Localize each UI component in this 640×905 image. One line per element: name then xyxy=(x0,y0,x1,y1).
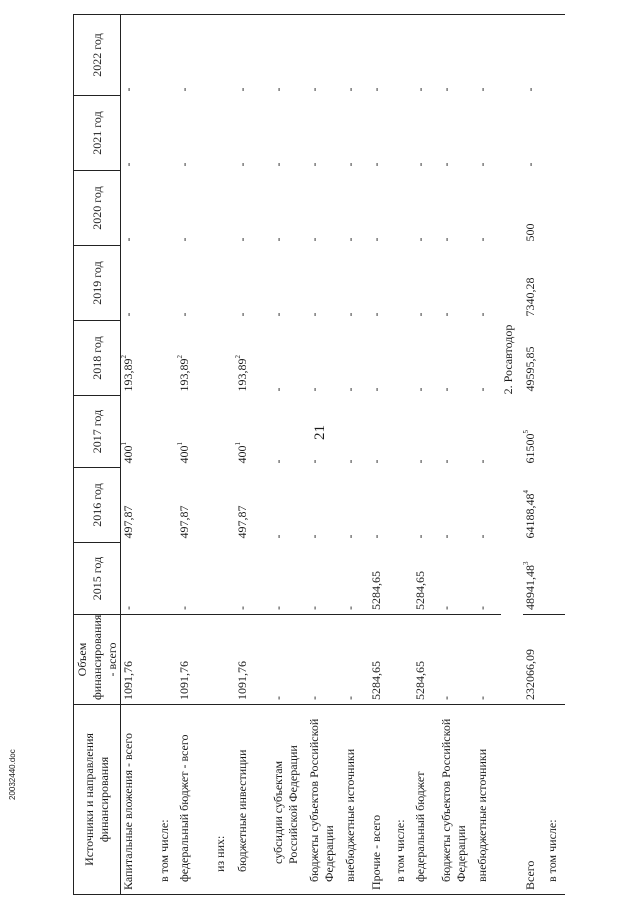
table-cell xyxy=(413,246,439,321)
page-number: 21 xyxy=(312,425,328,440)
table-cell xyxy=(369,543,393,615)
footnote-marker: 2 xyxy=(175,355,184,359)
table-cell xyxy=(177,615,213,705)
table-cell xyxy=(177,246,213,321)
table-cell xyxy=(235,15,271,96)
table-cell xyxy=(369,615,393,705)
table-cell xyxy=(545,321,565,396)
table-row xyxy=(475,15,501,895)
cell-value: - xyxy=(438,606,453,610)
cell-value: 1091,76 xyxy=(176,661,191,700)
table-cell xyxy=(157,321,177,396)
table-cell xyxy=(545,15,565,96)
cell-value: 400 xyxy=(176,445,191,464)
rotated-table-container xyxy=(73,15,573,895)
table-cell xyxy=(393,96,413,171)
cell-value: - xyxy=(342,606,357,610)
table-cell xyxy=(177,468,213,543)
cell-value: - xyxy=(234,237,249,242)
table-cell xyxy=(393,615,413,705)
cell-value: - xyxy=(306,387,321,392)
table-cell xyxy=(393,543,413,615)
table-cell xyxy=(545,615,565,705)
table-cell xyxy=(177,321,213,396)
row-label: в том числе: xyxy=(157,705,177,895)
cell-value: - xyxy=(121,162,135,167)
table-cell xyxy=(213,96,235,171)
table-cell xyxy=(369,468,393,543)
cell-value: 7340,28 xyxy=(522,277,537,317)
cell-value: - xyxy=(412,312,427,317)
footnote-marker: 1 xyxy=(120,442,128,446)
cell-value: - xyxy=(368,534,383,539)
table-cell xyxy=(393,15,413,96)
column-header: 2020 год xyxy=(74,171,121,246)
table-row xyxy=(121,15,157,895)
table-cell xyxy=(235,468,271,543)
cell-value: - xyxy=(306,312,321,317)
table-cell xyxy=(369,15,393,96)
cell-value: 497,87 xyxy=(176,505,191,539)
table-row xyxy=(271,15,307,895)
table-cell xyxy=(343,96,369,171)
table-cell xyxy=(121,468,157,543)
table-cell xyxy=(235,96,271,171)
table-cell xyxy=(271,171,307,246)
column-header: 2018 год xyxy=(74,321,121,396)
row-label: Прочие - всего xyxy=(369,705,393,895)
table-row xyxy=(177,15,213,895)
row-label: субсидии субъектам Российской Федерации xyxy=(271,705,307,895)
table-cell xyxy=(271,396,307,468)
table-cell xyxy=(439,15,475,96)
row-label: из них: xyxy=(213,705,235,895)
file-reference: 20032440.doc xyxy=(8,749,17,800)
cell-value: - xyxy=(412,87,427,92)
row-label: федеральный бюджет xyxy=(413,705,439,895)
table-cell xyxy=(343,468,369,543)
cell-value: - xyxy=(306,237,321,242)
table-cell xyxy=(157,468,177,543)
cell-value: 5284,65 xyxy=(412,661,427,700)
cell-value: - xyxy=(474,696,489,700)
table-cell xyxy=(523,15,545,96)
cell-value: - xyxy=(522,162,537,167)
table-row xyxy=(369,15,393,895)
table-row xyxy=(343,15,369,895)
table-cell xyxy=(393,246,413,321)
table-cell xyxy=(157,15,177,96)
table-cell xyxy=(177,543,213,615)
cell-value: 5284,65 xyxy=(368,661,383,700)
cell-value: - xyxy=(121,312,135,317)
cell-value: - xyxy=(270,459,285,464)
cell-value: - xyxy=(474,162,489,167)
cell-value: 232066,09 xyxy=(522,649,537,700)
row-label: Капитальные вложения - всего xyxy=(121,705,157,895)
table-cell xyxy=(523,615,545,705)
cell-value: - xyxy=(306,459,321,464)
table-cell xyxy=(121,543,157,615)
column-header: 2017 год xyxy=(74,396,121,468)
table-cell xyxy=(475,15,501,96)
table-cell xyxy=(501,705,523,895)
financing-table xyxy=(73,14,565,895)
table-cell xyxy=(369,96,393,171)
table-cell xyxy=(545,96,565,171)
footnote-marker: 4 xyxy=(521,490,530,494)
table-cell xyxy=(545,468,565,543)
cell-value: - xyxy=(474,387,489,392)
table-cell xyxy=(213,246,235,321)
table-cell xyxy=(121,246,157,321)
cell-value: - xyxy=(270,606,285,610)
cell-value: - xyxy=(234,606,249,610)
cell-value: - xyxy=(368,387,383,392)
cell-value: - xyxy=(368,162,383,167)
cell-value: - xyxy=(342,237,357,242)
table-cell xyxy=(121,171,157,246)
table-cell xyxy=(343,246,369,321)
cell-value: - xyxy=(270,312,285,317)
table-cell xyxy=(271,468,307,543)
table-cell xyxy=(213,15,235,96)
cell-value: - xyxy=(176,312,191,317)
table-cell xyxy=(545,543,565,615)
table-cell xyxy=(307,15,343,96)
cell-value: - xyxy=(412,237,427,242)
cell-value: - xyxy=(342,534,357,539)
footnote-marker: 1 xyxy=(175,442,184,446)
table-cell xyxy=(177,15,213,96)
row-label: Всего xyxy=(523,705,545,895)
cell-value: - xyxy=(342,459,357,464)
table-cell xyxy=(369,396,393,468)
table-cell xyxy=(523,171,545,246)
table-cell xyxy=(369,246,393,321)
table-cell xyxy=(439,468,475,543)
table-cell xyxy=(271,246,307,321)
table-cell xyxy=(271,321,307,396)
table-cell xyxy=(369,321,393,396)
row-label: федеральный бюджет - всего xyxy=(177,705,213,895)
table-cell xyxy=(213,171,235,246)
table-cell xyxy=(213,543,235,615)
column-header: Источники и направления финансирования xyxy=(74,705,121,895)
cell-value: - xyxy=(121,237,135,242)
row-label: бюджеты субъектов Российской Федерации xyxy=(439,705,475,895)
row-label: внебюджетные источники xyxy=(475,705,501,895)
cell-value: 497,87 xyxy=(121,505,135,539)
cell-value: - xyxy=(270,87,285,92)
footnote-marker: 2 xyxy=(233,355,242,359)
table-cell xyxy=(545,171,565,246)
cell-value: 193,89 xyxy=(234,358,249,392)
table-cell xyxy=(413,396,439,468)
cell-value: 1091,76 xyxy=(234,661,249,700)
table-cell xyxy=(475,171,501,246)
table-cell xyxy=(393,321,413,396)
table-cell xyxy=(121,15,157,96)
table-cell xyxy=(545,396,565,468)
column-header: Объем финансирования - всего xyxy=(74,615,121,705)
cell-value: - xyxy=(234,87,249,92)
table-cell xyxy=(235,246,271,321)
cell-value: - xyxy=(474,606,489,610)
table-cell xyxy=(157,396,177,468)
table-cell xyxy=(439,171,475,246)
column-header: 2022 год xyxy=(74,15,121,96)
table-cell xyxy=(369,171,393,246)
cell-value: - xyxy=(438,534,453,539)
cell-value: - xyxy=(438,87,453,92)
table-cell xyxy=(439,543,475,615)
cell-value: - xyxy=(438,237,453,242)
table-cell xyxy=(121,615,157,705)
footnote-marker: 1 xyxy=(233,442,242,446)
table-row xyxy=(393,15,413,895)
cell-value: 48941,48 xyxy=(522,565,537,610)
cell-value: - xyxy=(306,534,321,539)
cell-value: 61500 xyxy=(522,433,537,464)
table-cell xyxy=(475,468,501,543)
cell-value: 400 xyxy=(121,445,135,464)
cell-value: - xyxy=(368,87,383,92)
table-cell xyxy=(157,246,177,321)
table-cell xyxy=(343,543,369,615)
column-header: 2016 год xyxy=(74,468,121,543)
table-cell xyxy=(475,246,501,321)
cell-value: - xyxy=(438,696,453,700)
footnote-marker: 3 xyxy=(521,561,530,565)
table-row xyxy=(235,15,271,895)
cell-value: 1091,76 xyxy=(121,661,135,700)
table-cell xyxy=(413,15,439,96)
table-row xyxy=(213,15,235,895)
cell-value: - xyxy=(306,162,321,167)
table-row xyxy=(307,15,343,895)
cell-value: - xyxy=(270,534,285,539)
cell-value: 400 xyxy=(234,445,249,464)
cell-value: - xyxy=(438,312,453,317)
table-cell xyxy=(235,543,271,615)
cell-value: - xyxy=(270,237,285,242)
cell-value: 49595,85 xyxy=(522,346,537,392)
cell-value: - xyxy=(438,162,453,167)
row-label: в том числе: xyxy=(545,705,565,895)
table-row xyxy=(545,15,565,895)
table-cell xyxy=(307,543,343,615)
table-cell xyxy=(343,615,369,705)
table-cell xyxy=(439,246,475,321)
table-cell xyxy=(235,615,271,705)
cell-value: - xyxy=(474,87,489,92)
table-cell xyxy=(523,468,545,543)
table-cell xyxy=(157,96,177,171)
table-cell xyxy=(213,468,235,543)
table-cell xyxy=(177,396,213,468)
table-cell xyxy=(307,468,343,543)
table-cell xyxy=(413,96,439,171)
cell-value: - xyxy=(176,162,191,167)
cell-value: 193,89 xyxy=(176,358,191,392)
table-cell xyxy=(439,615,475,705)
cell-value: - xyxy=(342,696,357,700)
table-cell xyxy=(523,543,545,615)
table-body xyxy=(121,15,565,895)
table-cell xyxy=(343,15,369,96)
cell-value: - xyxy=(412,459,427,464)
table-row xyxy=(157,15,177,895)
table-cell xyxy=(413,171,439,246)
table-cell xyxy=(439,396,475,468)
footnote-marker: 2 xyxy=(120,355,128,359)
table-cell xyxy=(475,543,501,615)
cell-value: - xyxy=(176,237,191,242)
table-cell xyxy=(177,96,213,171)
table-cell xyxy=(121,321,157,396)
section-heading-row xyxy=(501,15,523,895)
table-cell xyxy=(271,543,307,615)
table-cell xyxy=(475,396,501,468)
cell-value: - xyxy=(234,312,249,317)
table-cell xyxy=(413,615,439,705)
cell-value: - xyxy=(368,459,383,464)
table-cell xyxy=(475,96,501,171)
cell-value: - xyxy=(412,534,427,539)
table-cell xyxy=(413,468,439,543)
table-cell xyxy=(343,396,369,468)
cell-value: 5284,65 xyxy=(412,571,427,610)
cell-value: 193,89 xyxy=(121,358,135,392)
cell-value: - xyxy=(474,459,489,464)
table-cell xyxy=(523,96,545,171)
table-header-row xyxy=(74,15,121,895)
cell-value: - xyxy=(176,606,191,610)
table-cell xyxy=(393,171,413,246)
table-cell xyxy=(271,15,307,96)
cell-value: - xyxy=(438,459,453,464)
cell-value: - xyxy=(368,237,383,242)
table-cell xyxy=(307,246,343,321)
cell-value: 5284,65 xyxy=(368,571,383,610)
cell-value: - xyxy=(306,606,321,610)
cell-value: - xyxy=(342,387,357,392)
table-cell xyxy=(157,171,177,246)
cell-value: - xyxy=(176,87,191,92)
cell-value: - xyxy=(474,312,489,317)
cell-value: - xyxy=(121,87,135,92)
table-cell xyxy=(475,615,501,705)
table-cell xyxy=(157,543,177,615)
cell-value: - xyxy=(121,606,135,610)
table-row xyxy=(439,15,475,895)
table-cell xyxy=(343,171,369,246)
table-cell xyxy=(307,171,343,246)
table-cell xyxy=(413,321,439,396)
table-cell xyxy=(121,396,157,468)
cell-value: - xyxy=(412,387,427,392)
cell-value: - xyxy=(270,696,285,700)
table-cell xyxy=(235,396,271,468)
cell-value: - xyxy=(342,312,357,317)
table-cell xyxy=(307,396,343,468)
table-row xyxy=(413,15,439,895)
section-title: 2. Росавтодор xyxy=(501,15,523,705)
cell-value: - xyxy=(234,162,249,167)
cell-value: - xyxy=(474,237,489,242)
column-header: 2019 год xyxy=(74,246,121,321)
table-cell xyxy=(213,321,235,396)
table-cell xyxy=(523,321,545,396)
cell-value: - xyxy=(306,87,321,92)
column-header: 2021 год xyxy=(74,96,121,171)
table-cell xyxy=(475,321,501,396)
row-label: бюджеты субъектов Российской Федерации xyxy=(307,705,343,895)
table-cell xyxy=(413,543,439,615)
cell-value: - xyxy=(342,87,357,92)
cell-value: - xyxy=(438,387,453,392)
table-cell xyxy=(307,96,343,171)
cell-value: 497,87 xyxy=(234,505,249,539)
table-cell xyxy=(121,96,157,171)
table-cell xyxy=(307,615,343,705)
table-cell xyxy=(523,396,545,468)
table-cell xyxy=(271,615,307,705)
row-label: в том числе: xyxy=(393,705,413,895)
footnote-marker: 5 xyxy=(521,430,530,434)
table-cell xyxy=(343,321,369,396)
table-cell xyxy=(439,321,475,396)
cell-value: - xyxy=(306,696,321,700)
table-cell xyxy=(213,396,235,468)
cell-value: - xyxy=(342,162,357,167)
table-cell xyxy=(545,246,565,321)
column-header: 2015 год xyxy=(74,543,121,615)
table-cell xyxy=(271,96,307,171)
row-label: бюджетные инвестиции xyxy=(235,705,271,895)
cell-value: - xyxy=(522,87,537,92)
table-cell xyxy=(157,615,177,705)
table-cell xyxy=(235,171,271,246)
table-cell xyxy=(307,321,343,396)
table-cell xyxy=(393,468,413,543)
row-label: внебюджетные источники xyxy=(343,705,369,895)
cell-value: - xyxy=(368,312,383,317)
table-cell xyxy=(213,615,235,705)
table-cell xyxy=(177,171,213,246)
cell-value: - xyxy=(474,534,489,539)
cell-value: - xyxy=(412,162,427,167)
table-cell xyxy=(393,396,413,468)
cell-value: 64188,48 xyxy=(522,493,537,539)
table-row-total xyxy=(523,15,545,895)
cell-value: 500 xyxy=(522,223,537,242)
table-cell xyxy=(235,321,271,396)
cell-value: - xyxy=(270,162,285,167)
table-cell xyxy=(523,246,545,321)
table-cell xyxy=(439,96,475,171)
cell-value: - xyxy=(270,387,285,392)
